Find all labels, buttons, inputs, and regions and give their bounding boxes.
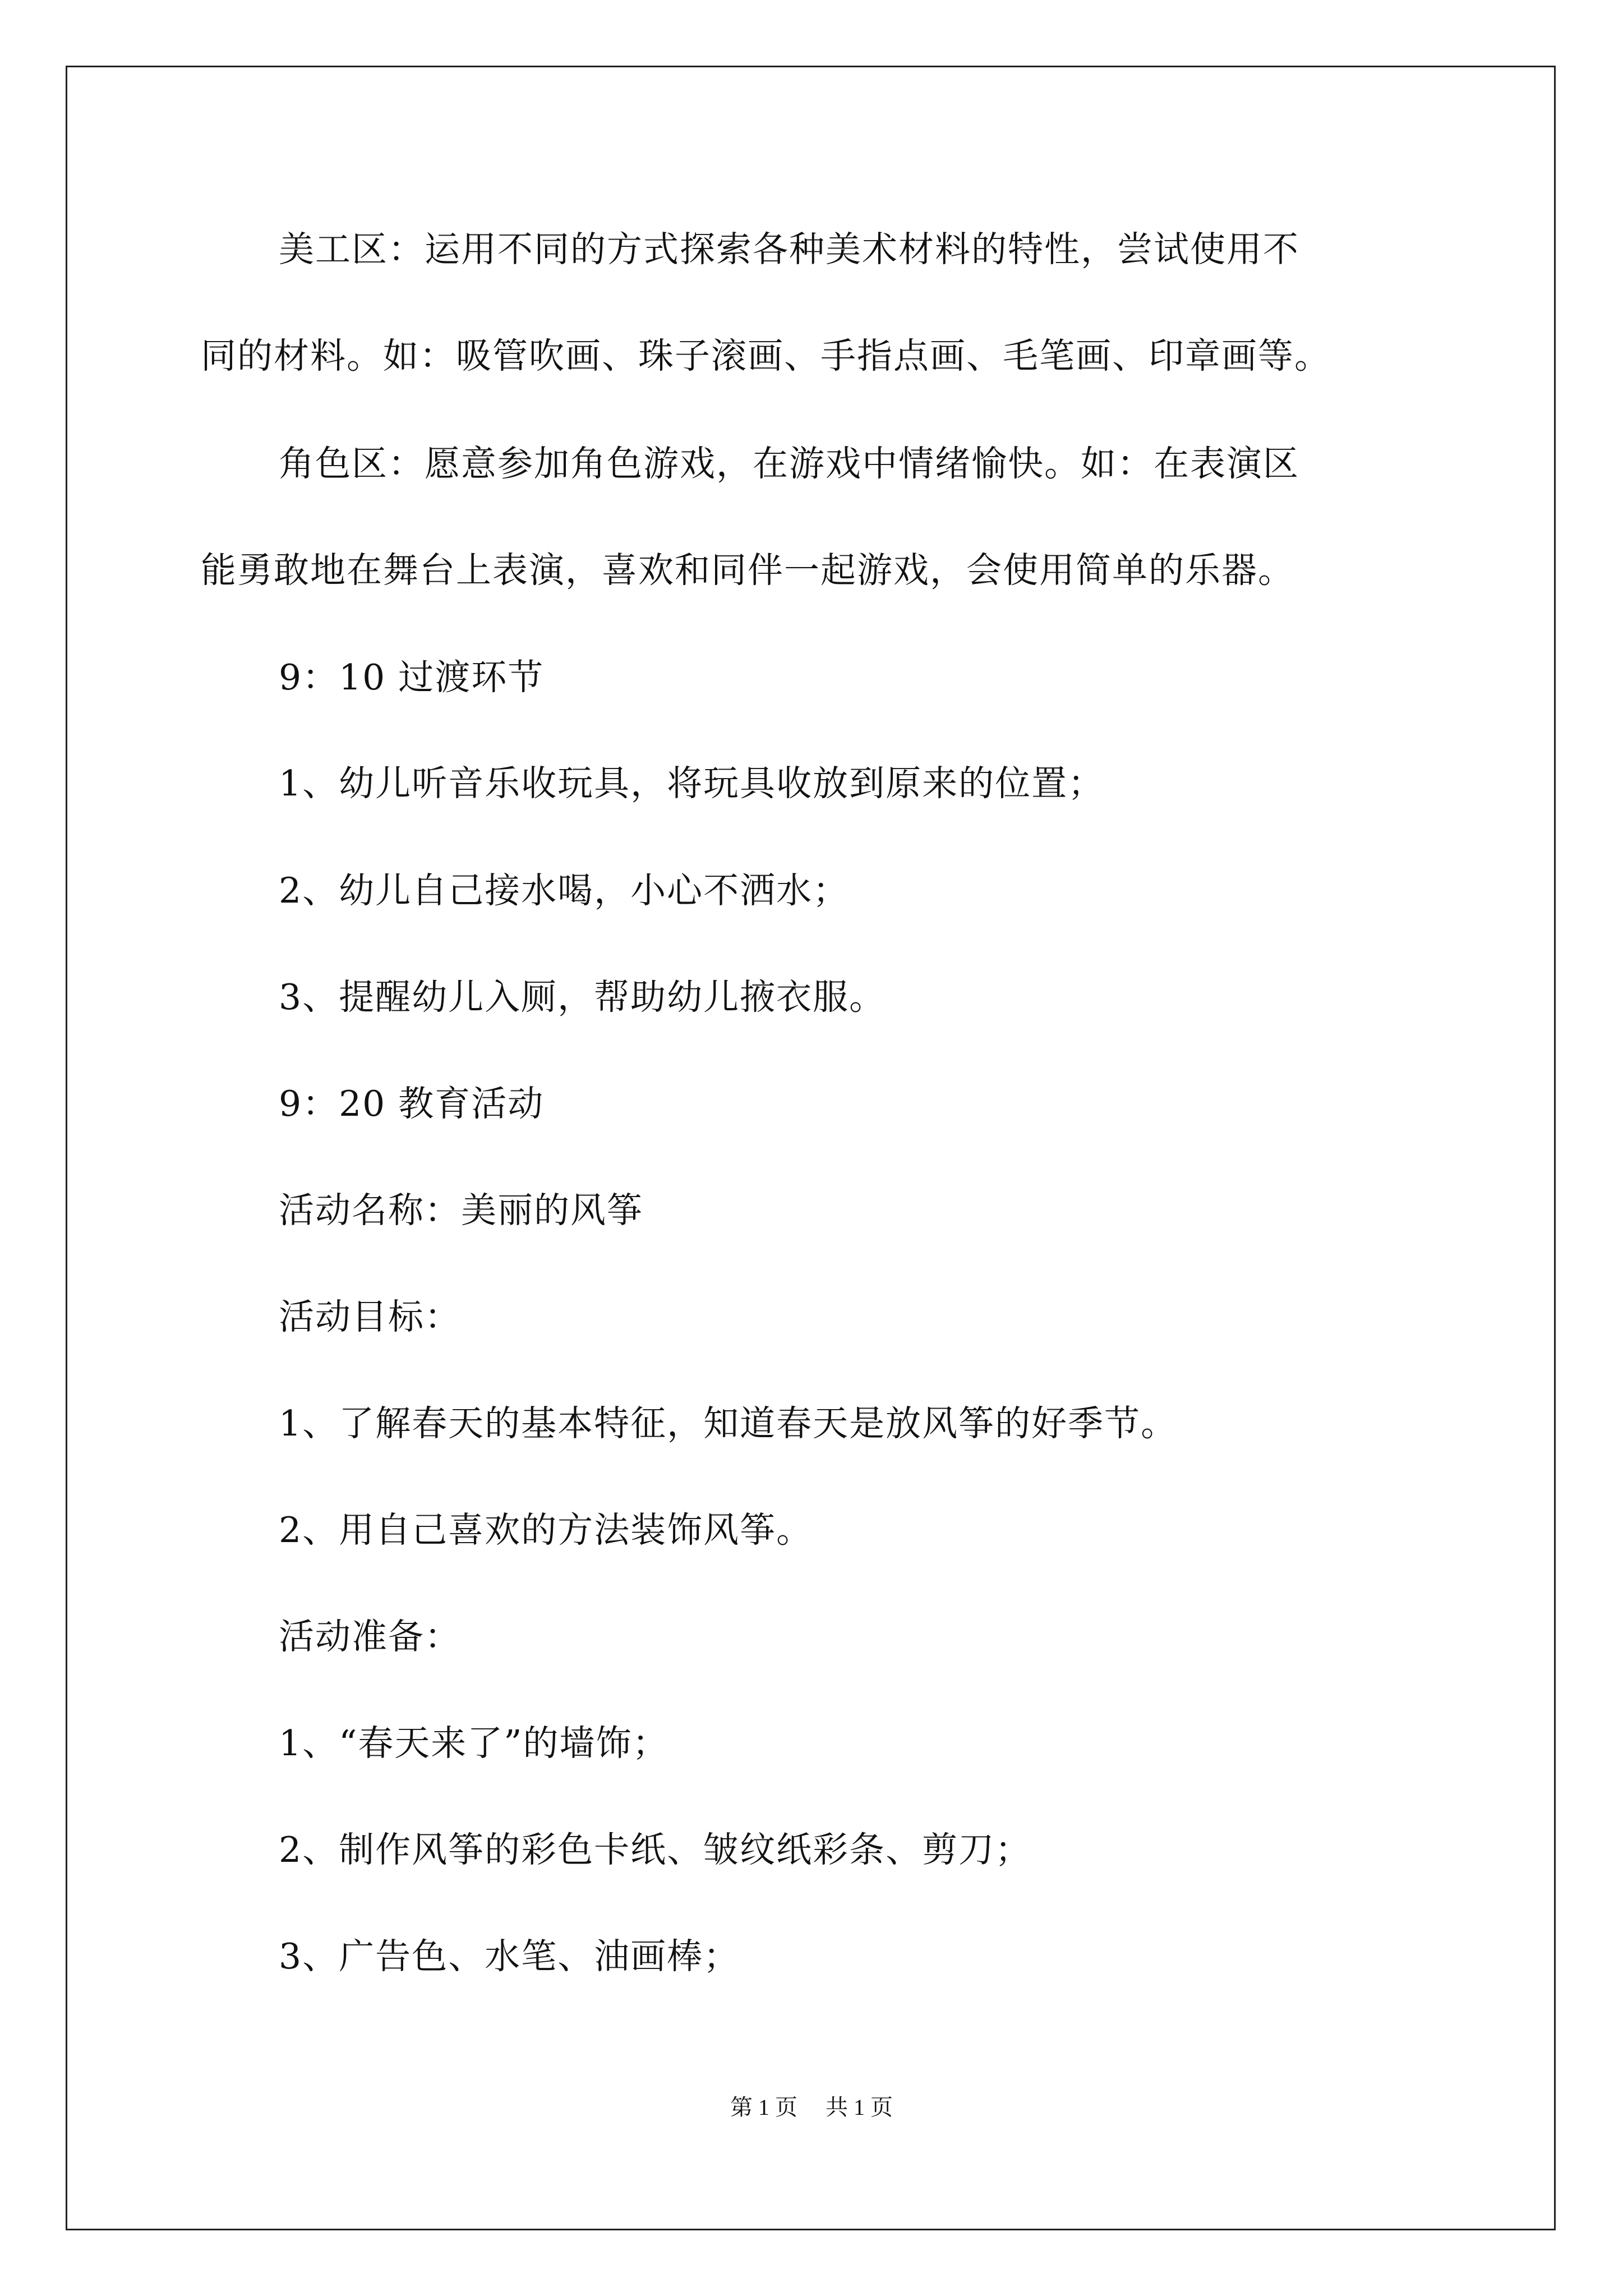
paragraph-line: 美工区：运用不同的方式探索各种美术材料的特性，尝试使用不	[279, 229, 1299, 270]
subheading: 活动准备：	[279, 1616, 461, 1657]
list-item: 3、提醒幼儿入厕，帮助幼儿掖衣服。	[279, 977, 886, 1018]
paragraph-line: 能勇敢地在舞台上表演，喜欢和同伴一起游戏，会使用简单的乐器。	[201, 550, 1294, 591]
page-border	[66, 66, 1556, 2230]
section-heading: 9：10 过渡环节	[279, 657, 545, 698]
list-item: 2、用自己喜欢的方法装饰风筝。	[279, 1510, 813, 1550]
page-number: 第 1 页	[730, 2095, 797, 2120]
paragraph-line: 同的材料。如：吸管吹画、珠子滚画、手指点画、毛笔画、印章画等。	[201, 335, 1331, 376]
page-total: 共 1 页	[826, 2095, 893, 2120]
page-footer	[0, 2091, 1623, 2124]
list-item: 2、幼儿自己接水喝，小心不洒水；	[279, 870, 850, 911]
list-item: 1、“春天来了”的墙饰；	[279, 1723, 669, 1764]
list-item: 2、制作风筝的彩色卡纸、皱纹纸彩条、剪刀；	[279, 1829, 1032, 1870]
activity-name: 活动名称：美丽的风筝	[279, 1190, 643, 1231]
list-item: 1、了解春天的基本特征，知道春天是放风筝的好季节。	[279, 1403, 1178, 1444]
list-item: 3、广告色、水笔、油画棒；	[279, 1936, 740, 1977]
list-item: 1、幼儿听音乐收玩具，将玩具收放到原来的位置；	[279, 763, 1105, 804]
paragraph-line: 角色区：愿意参加角色游戏，在游戏中情绪愉快。如：在表演区	[279, 443, 1299, 484]
section-heading: 9：20 教育活动	[279, 1083, 545, 1124]
subheading: 活动目标：	[279, 1296, 461, 1337]
